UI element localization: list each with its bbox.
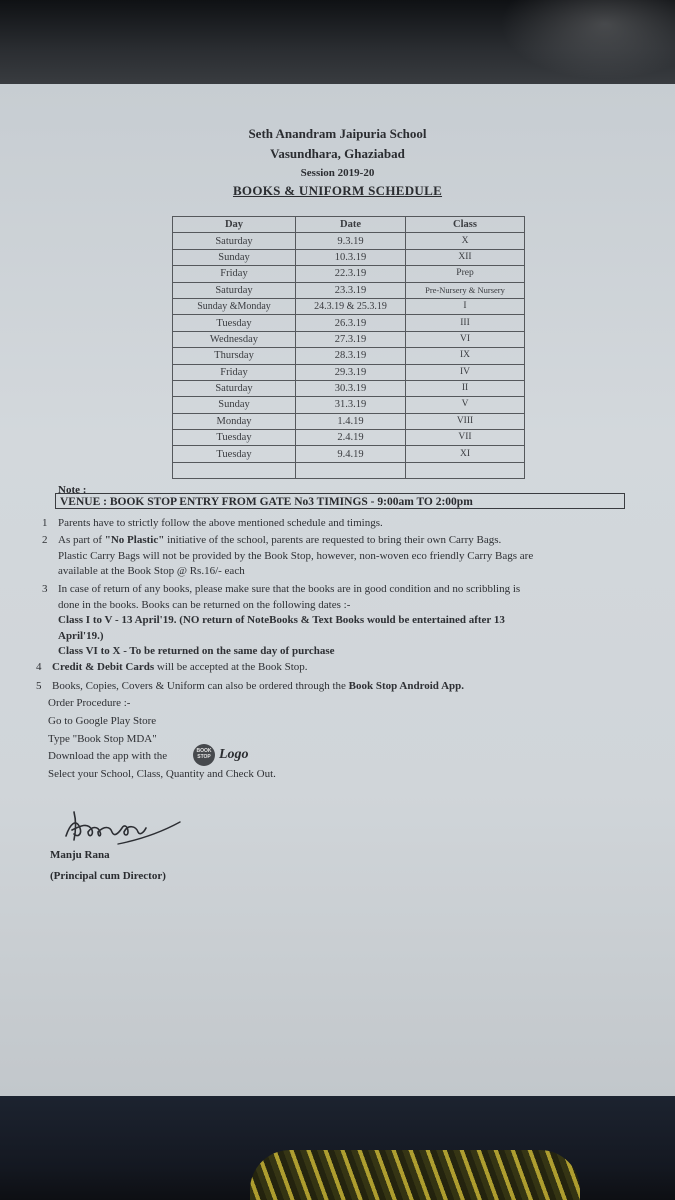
cell-class: Pre-Nursery & Nursery (406, 282, 525, 298)
cell-class: VI (406, 331, 525, 347)
cell-class (406, 462, 525, 478)
cell-date: 1.4.19 (296, 413, 406, 429)
cell-day: Tuesday (173, 315, 296, 331)
cell-class: IX (406, 348, 525, 364)
order-step-1: Go to Google Play Store (48, 715, 157, 727)
cell-day: Sunday (173, 249, 296, 265)
book-stop-logo-icon: BOOK STOP (193, 744, 215, 766)
table-row (173, 380, 525, 396)
cell-day: Saturday (173, 282, 296, 298)
note-3-line-5: Class VI to X - To be returned on the same day of purchase (58, 645, 335, 657)
cards-label: Credit & Debit Cards (52, 661, 155, 673)
cell-day: Wednesday (173, 331, 296, 347)
note-label: Note : (58, 484, 87, 496)
cell-day: Tuesday (173, 430, 296, 446)
table-row (173, 282, 525, 298)
note-3-line-4: April'19.) (58, 630, 104, 642)
note-2-line-2: Plastic Carry Bags will not be provided by the Book Stop, however, non-woven eco friendly Carry Bags are (58, 550, 534, 562)
order-step-3: Download the app with the (48, 750, 168, 762)
cell-class: X (406, 233, 525, 249)
cell-day: Friday (173, 364, 296, 380)
cell-class: Prep (406, 266, 525, 282)
cell-date: 26.3.19 (296, 315, 406, 331)
cell-date: 2.4.19 (296, 430, 406, 446)
cell-date: 27.3.19 (296, 331, 406, 347)
no-plastic-label: "No Plastic" (104, 534, 165, 546)
schedule-table (172, 216, 525, 479)
cell-class: IV (406, 364, 525, 380)
cell-day: Tuesday (173, 446, 296, 462)
cell-day: Sunday &Monday (173, 298, 296, 314)
background-glare (500, 0, 675, 80)
note-2-text: As part of (58, 534, 105, 546)
session: Session 2019-20 (300, 167, 375, 179)
note-5 (52, 680, 464, 692)
cell-date (296, 462, 406, 478)
table-header-row (173, 217, 525, 233)
cell-day: Friday (173, 266, 296, 282)
paper-document (0, 84, 675, 1096)
order-step-2: Type "Book Stop MDA" (48, 733, 157, 745)
table-row (173, 266, 525, 282)
table-row (173, 397, 525, 413)
cell-date: 9.4.19 (296, 446, 406, 462)
cell-day: Thursday (173, 348, 296, 364)
school-location: Vasundhara, Ghaziabad (270, 146, 405, 161)
order-procedure: Order Procedure :- (48, 697, 131, 709)
note-number: 3 (42, 583, 48, 595)
signature-icon (58, 804, 188, 849)
app-label: Book Stop Android App. (348, 680, 464, 692)
note-3-line-2: done in the books. Books can be returned on the following dates :- (58, 599, 351, 611)
table-row (173, 413, 525, 429)
fabric-background (250, 1150, 580, 1200)
cell-class: VIII (406, 413, 525, 429)
table-row (173, 430, 525, 446)
cell-class: XI (406, 446, 525, 462)
cell-date: 22.3.19 (296, 266, 406, 282)
table-row (173, 298, 525, 314)
cell-class: XII (406, 249, 525, 265)
cell-date: 29.3.19 (296, 364, 406, 380)
school-name: Seth Anandram Jaipuria School (248, 126, 427, 141)
note-2-line-1 (58, 534, 501, 546)
signatory-title: (Principal cum Director) (50, 870, 166, 882)
note-3-line-1: In case of return of any books, please make sure that the books are in good condition and no scribbling is (58, 583, 521, 595)
cell-date: 30.3.19 (296, 380, 406, 396)
table-row (173, 249, 525, 265)
cell-class: I (406, 298, 525, 314)
table-row (173, 315, 525, 331)
venue-box: VENUE : BOOK STOP ENTRY FROM GATE No3 TIMINGS - 9:00am TO 2:00pm (55, 493, 625, 509)
order-step-4: Select your School, Class, Quantity and Check Out. (48, 768, 276, 780)
note-3-line-3: Class I to V - 13 April'19. (NO return of NoteBooks & Text Books would be entertained after 13 (58, 614, 505, 626)
cell-day: Saturday (173, 380, 296, 396)
cell-class: V (406, 397, 525, 413)
table-row (173, 446, 525, 462)
cell-date: 9.3.19 (296, 233, 406, 249)
cell-class: II (406, 380, 525, 396)
table-row-empty (173, 462, 525, 478)
note-4 (52, 661, 308, 673)
cell-date: 28.3.19 (296, 348, 406, 364)
cell-day: Sunday (173, 397, 296, 413)
table-row (173, 331, 525, 347)
cell-class: III (406, 315, 525, 331)
header-day: Day (173, 217, 296, 233)
cell-day: Saturday (173, 233, 296, 249)
cell-date: 31.3.19 (296, 397, 406, 413)
table-row (173, 364, 525, 380)
table-row (173, 233, 525, 249)
note-5-text: Books, Copies, Covers & Uniform can also be ordered through the (52, 680, 349, 692)
cell-date: 24.3.19 & 25.3.19 (296, 298, 406, 314)
header-date: Date (296, 217, 406, 233)
signatory-name: Manju Rana (50, 849, 110, 861)
document-title: BOOKS & UNIFORM SCHEDULE (232, 183, 443, 198)
background-top (0, 0, 675, 90)
table-row (173, 348, 525, 364)
note-number: 5 (36, 680, 42, 692)
note-number: 4 (36, 661, 42, 673)
cell-day (173, 462, 296, 478)
note-1: Parents have to strictly follow the above mentioned schedule and timings. (58, 517, 383, 529)
note-number: 1 (42, 517, 48, 529)
note-2-text: initiative of the school, parents are requested to bring their own Carry Bags. (164, 534, 502, 546)
cell-class: VII (406, 430, 525, 446)
header-class: Class (406, 217, 525, 233)
logo-word: Logo (219, 747, 249, 762)
note-4-text: will be accepted at the Book Stop. (154, 661, 308, 673)
note-number: 2 (42, 534, 48, 546)
cell-date: 23.3.19 (296, 282, 406, 298)
cell-date: 10.3.19 (296, 249, 406, 265)
cell-day: Monday (173, 413, 296, 429)
note-2-line-3: available at the Book Stop @ Rs.16/- each (58, 565, 245, 577)
